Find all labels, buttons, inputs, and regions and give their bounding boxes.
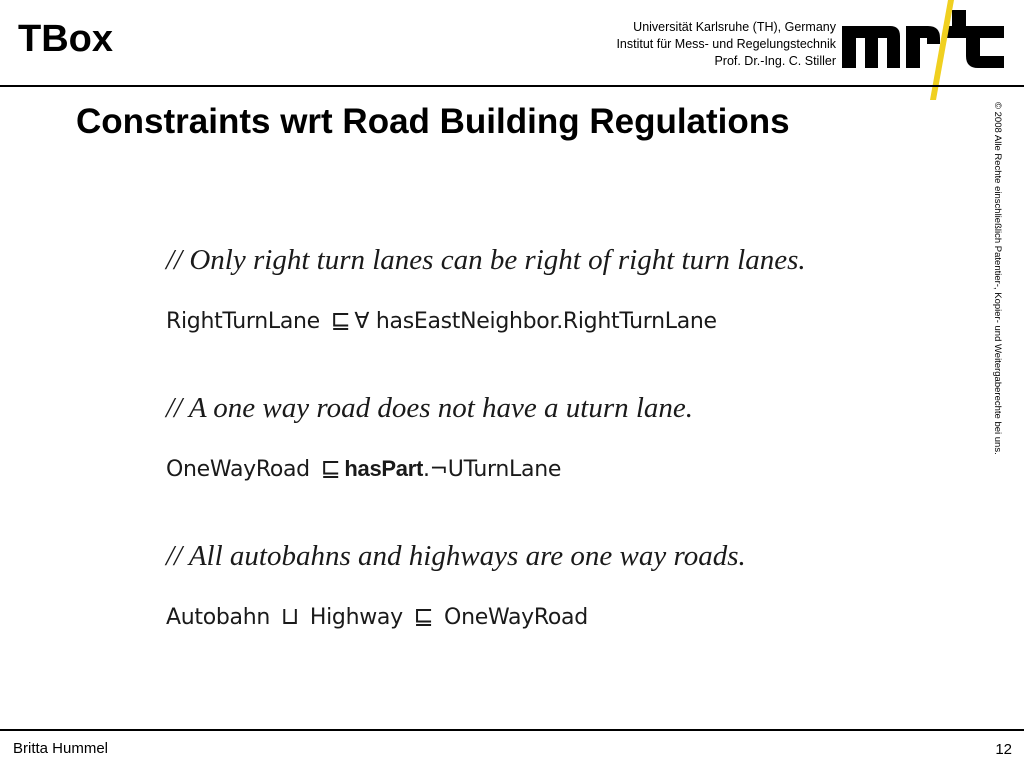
footer-author: Britta Hummel (13, 740, 109, 757)
affiliation-professor: Prof. Dr.-Ing. C. Stiller (714, 54, 836, 68)
slide-section-title: TBox (18, 18, 113, 60)
axiom-rhs: .¬UTurnLane (422, 457, 562, 482)
axiom-lhs: RightTurnLane (166, 309, 320, 334)
forall-symbol: ∀ (354, 309, 370, 334)
header-divider (0, 85, 1024, 87)
affiliation-university: Universität Karlsruhe (TH), Germany (633, 20, 836, 34)
subsumption-symbol: ⊑ (320, 454, 341, 482)
axiom-lhs: OneWayRoad (166, 457, 310, 482)
subsumption-symbol: ⊑ (413, 602, 434, 630)
axiom-rhs: OneWayRoad (444, 605, 588, 630)
logo-r-shape (906, 26, 940, 68)
logo-text: mrt (840, 0, 842, 1)
subsumption-symbol: ⊑ (330, 306, 351, 334)
axiom-block-3 (166, 536, 946, 636)
axiom-block-1 (166, 240, 946, 340)
axiom-block-2 (166, 388, 946, 488)
footer-divider (0, 729, 1024, 731)
axiom-rhs: hasEastNeighbor.RightTurnLane (375, 309, 717, 334)
copyright-notice: © 2008 Alle Rechte einschließlich Patentier-, Kopier- und Weitergaberechte bei uns. (992, 102, 1003, 455)
axiom-role: hasPart (344, 456, 423, 481)
logo-t-shape (946, 10, 1004, 68)
axiom-formula (166, 596, 946, 636)
axiom-list (166, 240, 946, 636)
union-symbol: ⊔ (280, 602, 300, 630)
axiom-comment: // Only right turn lanes can be right of right turn lanes. (166, 244, 806, 276)
axiom-formula (166, 448, 946, 488)
affiliation-institute: Institut für Mess- und Regelungstechnik (616, 37, 836, 51)
logo-m-shape (842, 26, 900, 68)
affiliation-block (616, 19, 836, 70)
page-title: Constraints wrt Road Building Regulations (76, 102, 790, 141)
axiom-lhs: Autobahn (166, 605, 271, 630)
axiom-comment: // A one way road does not have a uturn lane. (166, 392, 694, 424)
axiom-comment: // All autobahns and highways are one way roads. (166, 540, 746, 572)
page-number: 12 (995, 741, 1012, 758)
axiom-mid: Highway (309, 605, 403, 630)
axiom-formula (166, 300, 946, 340)
